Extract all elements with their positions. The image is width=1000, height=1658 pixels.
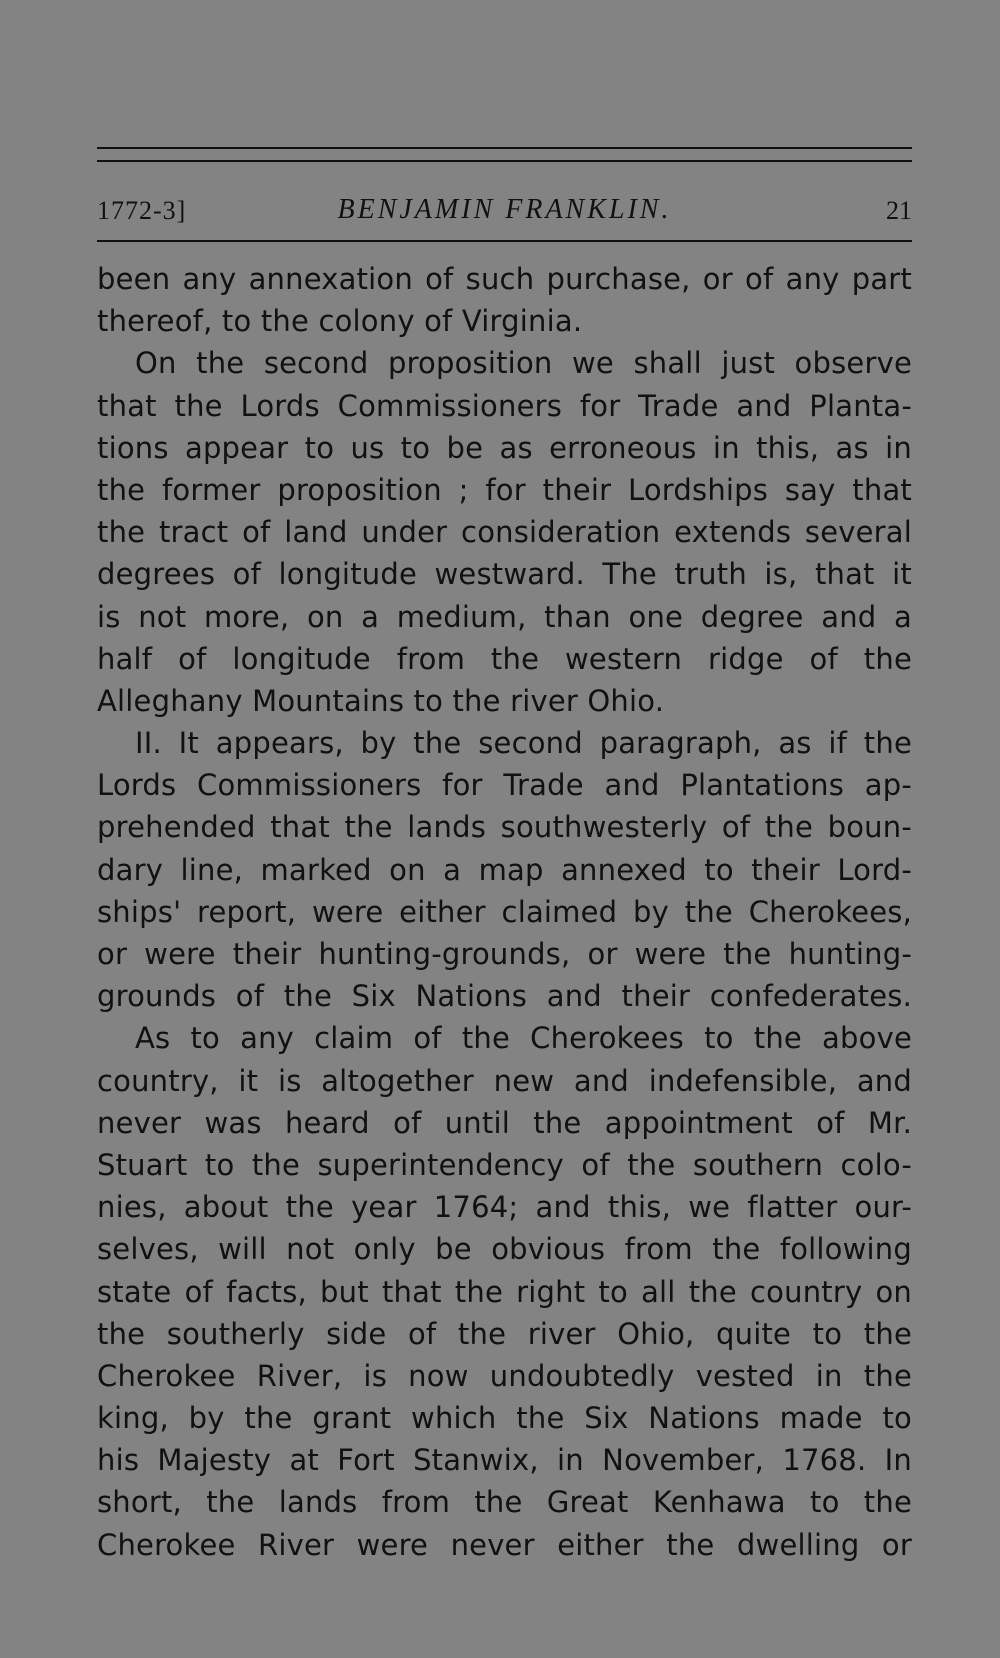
running-head: [97, 186, 912, 238]
text-line: that the Lords Commissioners for Trade and Planta-: [97, 388, 912, 423]
text-line: been any annexation of such purchase, or of any part: [97, 262, 912, 296]
text-line: Stuart to the superintendency of the southern colo-: [97, 1147, 912, 1182]
header-rule-bottom: [97, 240, 912, 242]
text-line: the southerly side of the river Ohio, quite to the: [97, 1316, 912, 1351]
text-line: the former proposition ; for their Lordships say that: [97, 472, 912, 507]
text-line: thereof, to the colony of Virginia.: [97, 304, 583, 339]
text-line: grounds of the Six Nations and their confederates.: [97, 979, 912, 1014]
text-line: ships' report, were either claimed by the Cherokees,: [97, 894, 912, 929]
text-line: dary line, marked on a map annexed to their Lord-: [97, 852, 912, 887]
header-rule-second: [97, 160, 912, 162]
page-number: 21: [886, 196, 912, 225]
text-line: the tract of land under consideration extends several: [97, 515, 912, 550]
running-head-title: BENJAMIN FRANKLIN.: [337, 194, 672, 225]
text-line: is not more, on a medium, than one degree and a: [97, 599, 912, 634]
text-line: Cherokee River were never either the dwelling or: [97, 1527, 912, 1562]
text-line: short, the lands from the Great Kenhawa to the: [97, 1485, 912, 1520]
body-text: [97, 258, 912, 1566]
text-line: degrees of longitude westward. The truth is, that it: [97, 557, 912, 592]
text-line: king, by the grant which the Six Nations made to: [97, 1401, 912, 1436]
text-line: On the second proposition we shall just observe: [135, 346, 912, 381]
text-line: or were their hunting-grounds, or were the hunting-: [97, 937, 912, 971]
text-line: As to any claim of the Cherokees to the above: [135, 1021, 912, 1056]
book-page: [97, 147, 912, 1566]
text-line: Alleghany Mountains to the river Ohio.: [97, 683, 665, 718]
text-line: II. It appears, by the second paragraph, as if the: [135, 726, 912, 761]
running-head-date: 1772-3]: [97, 196, 187, 225]
text-line: Cherokee River, is now undoubtedly vested in the: [97, 1358, 912, 1393]
text-line: nies, about the year 1764; and this, we flatter our-: [97, 1190, 912, 1225]
text-line: prehended that the lands southwesterly of the boun-: [97, 810, 912, 845]
text-line: Lords Commissioners for Trade and Plantations ap-: [97, 768, 912, 803]
text-line: tions appear to us to be as erroneous in this, as in: [97, 430, 912, 465]
text-line: country, it is altogether new and indefensible, and: [97, 1063, 912, 1098]
text-line: never was heard of until the appointment of Mr.: [97, 1105, 912, 1140]
text-line: state of facts, but that the right to all the country on: [97, 1274, 912, 1309]
text-line: selves, will not only be obvious from the following: [97, 1232, 912, 1267]
text-line: half of longitude from the western ridge of the: [97, 641, 912, 676]
header-rule-top: [97, 147, 912, 149]
text-line: his Majesty at Fort Stanwix, in November, 1768. In: [97, 1443, 912, 1478]
